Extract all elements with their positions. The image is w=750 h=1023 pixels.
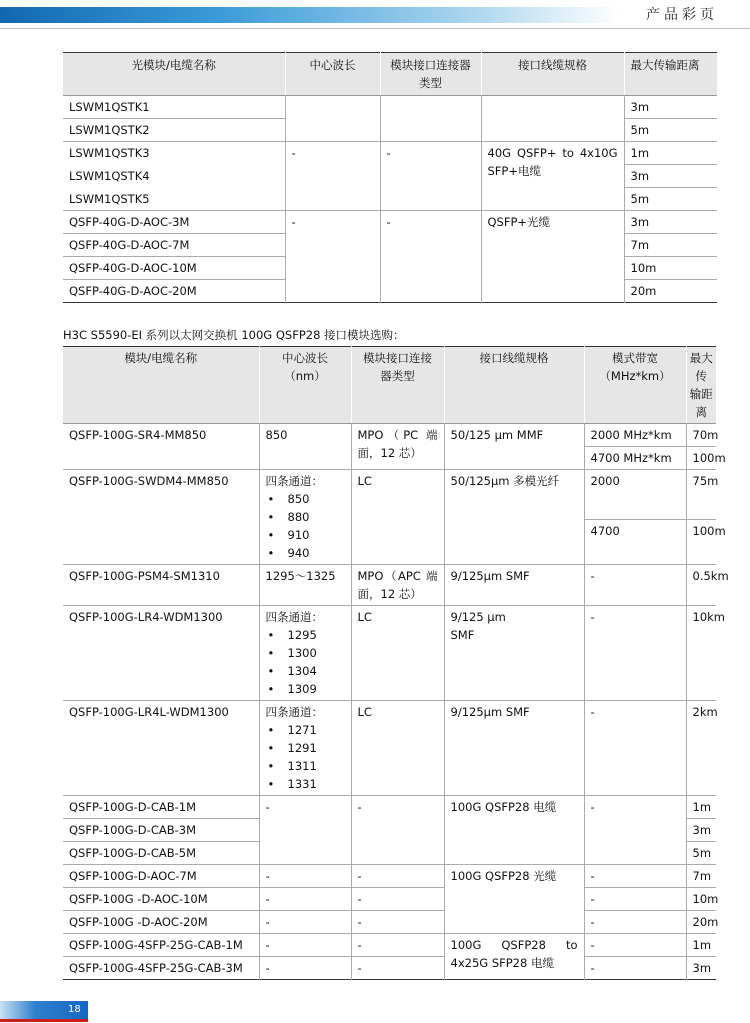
cell-cable: 9/125μm SMF [444, 565, 584, 606]
table-100g-modules [63, 346, 729, 980]
table-row [63, 957, 716, 980]
cell-name: QSFP-100G-D-CAB-3M [63, 819, 259, 842]
table-row [63, 565, 716, 606]
cell-name: QSFP-40G-D-AOC-3M [63, 211, 285, 234]
table-header-row [63, 53, 717, 96]
cell-bandwidth: - [584, 565, 686, 606]
cell-wavelength: - [259, 957, 351, 980]
cell-cable: 50/125μm 多模光纤 [444, 470, 584, 565]
cell-distance: 70m [686, 424, 716, 447]
cell-distance: 2km [686, 701, 716, 796]
cable-line: 100G QSFP28 to [450, 938, 578, 952]
cell-name: QSFP-100G-SWDM4-MM850 [63, 470, 259, 565]
page-number: 18 [68, 1004, 81, 1015]
cell-distance: 1m [686, 796, 716, 819]
cell-bandwidth: 4700 MHz*km [584, 447, 686, 470]
column-header: 光模块/电缆名称 [63, 53, 285, 96]
connector-line: 面，12 芯） [357, 446, 422, 460]
cell-name: QSFP-40G-D-AOC-7M [63, 234, 285, 257]
cell-distance: 7m [686, 865, 716, 888]
list-item: • 1304 [288, 662, 345, 680]
cell-cable [444, 606, 584, 701]
cell-name: LSWM1QSTK1 [63, 96, 285, 119]
list-item: • 1271 [288, 721, 345, 739]
cell-connector: - [351, 911, 444, 934]
cell-connector: - [351, 888, 444, 911]
cell-connector: - [380, 211, 481, 303]
table-row [63, 865, 716, 888]
cell-distance: 5m [686, 842, 716, 865]
table-row [63, 888, 716, 911]
cell-distance: 3m [686, 819, 716, 842]
cell-connector: - [351, 865, 444, 888]
header-wavelength-unit: （nm） [284, 369, 326, 383]
list-item: • 1311 [288, 757, 345, 775]
cell-name: LSWM1QSTK2 [63, 119, 285, 142]
cell-distance: 1m [624, 142, 717, 165]
cell-name: LSWM1QSTK5 [69, 191, 150, 206]
cell-bandwidth: - [584, 796, 686, 865]
cell-name: QSFP-40G-D-AOC-20M [63, 280, 285, 303]
list-item: • 910 [288, 526, 345, 544]
footer-red-line [0, 1019, 88, 1022]
cable-line: 9/125 μm [450, 610, 506, 624]
cell-bandwidth: - [584, 865, 686, 888]
header-color-bar [0, 7, 620, 23]
column-header [351, 347, 444, 424]
cell-bandwidth: - [584, 606, 686, 701]
cell-empty [481, 119, 624, 142]
cell-distance: 10km [686, 606, 716, 701]
table-header-row [63, 347, 716, 424]
table-row [63, 934, 716, 957]
table-row [63, 119, 717, 142]
list-item: • 940 [288, 544, 345, 562]
table-row [63, 911, 716, 934]
cell-distance: 100m [686, 519, 716, 564]
cell-connector: - [380, 142, 481, 211]
cell-wavelength: - [259, 888, 351, 911]
table-row [63, 142, 717, 165]
cell-bandwidth: - [584, 934, 686, 957]
cell-cable: 40G QSFP+ to 4x10G SFP+电缆 [481, 142, 624, 211]
cell-name: LSWM1QSTK4 [69, 168, 150, 183]
connector-line: MPO（APC 端 [357, 569, 438, 583]
table-row [63, 796, 716, 819]
column-header: 最大传输距离 [624, 53, 717, 96]
table-row [63, 211, 717, 234]
cell-wavelength: - [259, 796, 351, 865]
cell-distance: 0.5km [686, 565, 716, 606]
cell-distance: 20m [686, 911, 716, 934]
cell-empty [285, 96, 380, 119]
cell-empty [380, 119, 481, 142]
cell-connector [351, 424, 444, 470]
connector-line: MPO（PC 端 [357, 428, 438, 442]
list-item: • 1291 [288, 739, 345, 757]
wavelength-title: 四条通道： [265, 610, 323, 624]
header-connector: 模块接口连接 [363, 351, 432, 365]
cell-bandwidth: - [584, 888, 686, 911]
header-cable: 接口线缆规格 [479, 351, 549, 365]
header-divider [0, 28, 750, 29]
cell-connector: LC [351, 606, 444, 701]
cell-name: QSFP-100G-4SFP-25G-CAB-1M [63, 934, 259, 957]
cell-wavelength [259, 470, 351, 565]
column-header [686, 347, 716, 424]
cell-connector [351, 565, 444, 606]
cell-cable: 100G QSFP28 电缆 [444, 796, 584, 865]
cell-bandwidth: 2000 MHz*km [584, 424, 686, 447]
cell-bandwidth: - [584, 701, 686, 796]
cell-distance: 7m [624, 234, 717, 257]
table-row [63, 424, 716, 447]
table-row [63, 606, 716, 701]
cell-name: QSFP-100G-D-CAB-1M [63, 796, 259, 819]
cable-line: SMF [450, 628, 475, 642]
cell-wavelength: - [259, 911, 351, 934]
column-header [63, 347, 259, 424]
page-header-title: 产品彩页 [646, 7, 718, 23]
cell-cable: 50/125 μm MMF [444, 424, 584, 470]
cell-empty [380, 96, 481, 119]
cell-distance: 3m [624, 96, 717, 119]
connector-line: 面，12 芯） [357, 587, 422, 601]
cell-wavelength [259, 701, 351, 796]
column-header: 接口线缆规格 [481, 53, 624, 96]
header-bandwidth: 模式带宽 [612, 351, 658, 365]
list-item: • 1309 [288, 680, 345, 698]
cell-wavelength: 850 [259, 424, 351, 470]
cell-name: QSFP-100G-4SFP-25G-CAB-3M [63, 957, 259, 980]
cell-wavelength: 1295～1325 [259, 565, 351, 606]
cell-name: QSFP-40G-D-AOC-10M [63, 257, 285, 280]
table-40g-modules [63, 52, 717, 303]
cell-connector: LC [351, 470, 444, 565]
cell-name: QSFP-100G -D-AOC-10M [63, 888, 259, 911]
cell-connector: LC [351, 701, 444, 796]
header-distance: 最大传 [689, 351, 713, 383]
cell-name: QSFP-100G-SR4-MM850 [63, 424, 259, 470]
cell-distance: 3m [624, 211, 717, 234]
cell-distance: 100m [686, 447, 716, 470]
header-connector-2: 器类型 [380, 369, 415, 383]
wavelength-list [266, 721, 345, 793]
cell-name: QSFP-100G-D-CAB-5M [63, 842, 259, 865]
cable-line: 4x25G SFP28 电缆 [450, 956, 554, 970]
wavelength-title: 四条通道： [265, 705, 323, 719]
list-item: • 1331 [288, 775, 345, 793]
column-header [259, 347, 351, 424]
column-header: 中心波长 [285, 53, 380, 96]
cell-name: QSFP-100G -D-AOC-20M [63, 911, 259, 934]
cell-cable: 9/125μm SMF [444, 701, 584, 796]
cell-wavelength: - [259, 934, 351, 957]
list-item: • 1300 [288, 644, 345, 662]
cell-name: QSFP-100G-LR4L-WDM1300 [63, 701, 259, 796]
cell-distance: 1m [686, 934, 716, 957]
cell-cable: QSFP+光缆 [481, 211, 624, 303]
list-item: • 850 [288, 490, 345, 508]
cell-bandwidth: - [584, 911, 686, 934]
header-bandwidth-unit: （MHz*km） [599, 369, 671, 383]
cell-distance: 3m [686, 957, 716, 980]
cell-empty [285, 119, 380, 142]
list-item: • 880 [288, 508, 345, 526]
column-header: 模块接口连接器类型 [380, 53, 481, 96]
cell-wavelength [259, 606, 351, 701]
cell-connector: - [351, 934, 444, 957]
cell-cable [444, 934, 584, 980]
cell-connector: - [351, 957, 444, 980]
list-item: • 1295 [288, 626, 345, 644]
column-header [584, 347, 686, 424]
table-row [63, 470, 716, 520]
header-wavelength: 中心波长 [282, 351, 328, 365]
cell-connector: - [351, 796, 444, 865]
column-header [444, 347, 584, 424]
cell-wavelength: - [259, 865, 351, 888]
cell-name: QSFP-100G-LR4-WDM1300 [63, 606, 259, 701]
cell-wavelength: - [285, 142, 380, 211]
cell-bandwidth: - [584, 957, 686, 980]
header-distance-2: 输距离 [689, 387, 713, 419]
cell-wavelength: - [285, 211, 380, 303]
cell-distance: 5m [624, 119, 717, 142]
cell-bandwidth: 4700 [584, 519, 686, 564]
cell-bandwidth: 2000 [584, 470, 686, 520]
section-title: H3C S5590-EI 系列以太网交换机 100G QSFP28 接口模块选购： [63, 328, 405, 342]
cell-name: LSWM1QSTK3 [63, 142, 285, 165]
cell-name: QSFP-100G-D-AOC-7M [63, 865, 259, 888]
cell-name: QSFP-100G-PSM4-SM1310 [63, 565, 259, 606]
cell-distance: 10m [686, 888, 716, 911]
table-row [63, 96, 717, 119]
cell-distance: 10m [624, 257, 717, 280]
cell-distance: 3m [624, 165, 717, 188]
cell-empty [481, 96, 624, 119]
cell-distance: 5m [624, 188, 717, 211]
header-name: 模块/电缆名称 [124, 351, 198, 365]
cell-distance: 20m [624, 280, 717, 303]
cell-distance: 75m [686, 470, 716, 520]
wavelength-list [266, 626, 345, 698]
table-row [63, 701, 716, 796]
wavelength-title: 四条通道： [265, 474, 323, 488]
cell-cable: 100G QSFP28 光缆 [444, 865, 584, 934]
wavelength-list [266, 490, 345, 562]
